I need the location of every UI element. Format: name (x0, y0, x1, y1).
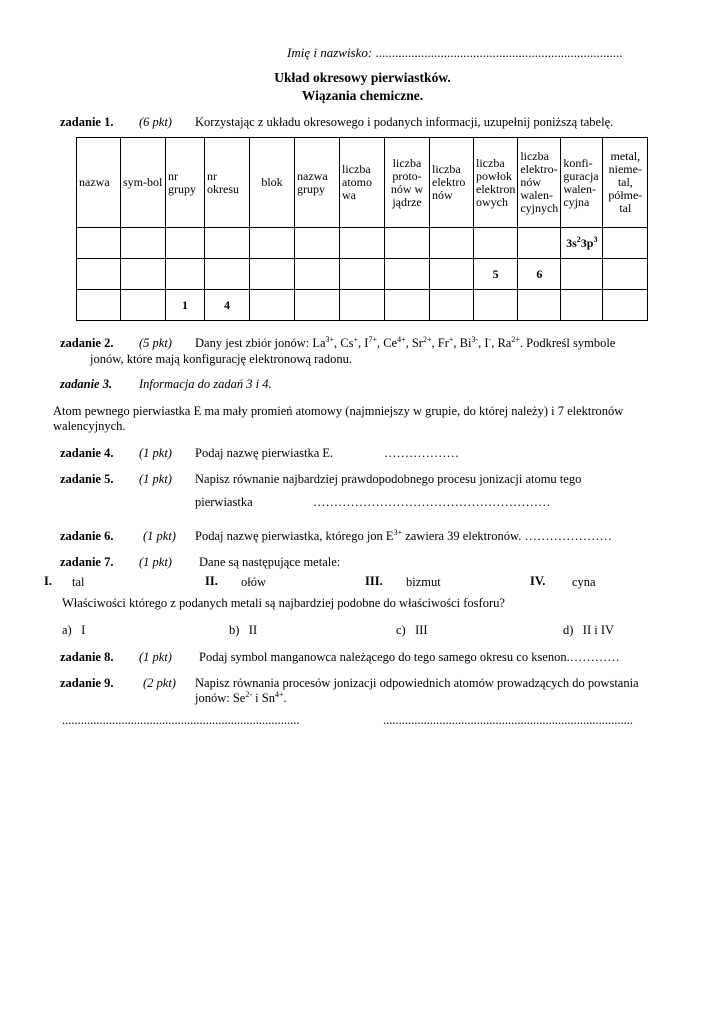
shells-cell: 5 (474, 259, 518, 290)
answer-cell[interactable] (250, 290, 295, 321)
ion[interactable]: Fr+ (437, 334, 454, 350)
table-row (77, 259, 648, 290)
answer-cell[interactable] (250, 259, 295, 290)
answer-cell[interactable] (385, 259, 430, 290)
task6-label: zadanie 6. (60, 529, 114, 543)
answer-cell[interactable] (561, 259, 603, 290)
task5-text: Napisz równanie najbardziej prawdopodobnego procesu jonizacji atomu tego (195, 472, 582, 486)
task4-label: zadanie 4. (60, 446, 114, 460)
answer-option-b[interactable]: b) II (229, 623, 258, 637)
ion[interactable]: $I^{7+}$ (364, 334, 377, 350)
ion[interactable]: Cs+ (340, 334, 359, 350)
answer-cell[interactable] (121, 228, 166, 259)
task5-points: (1 pkt) (139, 472, 172, 486)
header-cell: konfi-guracja walen-cyjna (561, 138, 603, 228)
ion[interactable]: $Ce^{4+}$ (383, 334, 406, 350)
ion[interactable]: $Sr^{2+}$ (411, 334, 432, 350)
task4-text: Podaj nazwę pierwiastka E. (195, 446, 334, 460)
answer-cell[interactable] (121, 259, 166, 290)
header-cell: sym-bol (121, 138, 166, 228)
task8-points: (1 pkt) (139, 650, 172, 664)
task9-points: (2 pkt) (143, 676, 176, 690)
task2-text: Dany jest zbiór jonów: $La^{3+}$, Cs+, $I^{7+}$, $Ce^{4+}$, $Sr^{2+}$, Fr+, $Bi^{3-}$, I-, $Ra^{2+}$. Podkreśl symbole (195, 334, 616, 350)
valence-cell: 6 (518, 259, 561, 290)
task3-label: zadanie 3. (60, 377, 113, 391)
header-cell: liczba powłok elektron owych (474, 138, 518, 228)
header-cell: liczba elektro nów (430, 138, 474, 228)
answer-cell[interactable] (295, 290, 340, 321)
task7-text: Dane są następujące metale: (199, 555, 341, 569)
header-cell: nazwa grupy (295, 138, 340, 228)
task8-label: zadanie 8. (60, 650, 114, 664)
ion[interactable]: $La^{3+}$ (312, 334, 335, 350)
answer-cell[interactable] (603, 259, 648, 290)
answer-cell[interactable] (430, 290, 474, 321)
metal-num: I. (44, 574, 52, 588)
answer-cell[interactable] (603, 228, 648, 259)
task4-points: (1 pkt) (139, 446, 172, 460)
task6-answer-line[interactable]: ………………… (521, 529, 612, 543)
answer-cell[interactable] (121, 290, 166, 321)
header-cell: liczba proto-nów w jądrze (385, 138, 430, 228)
answer-option-a[interactable]: a) I (62, 623, 86, 637)
answer-cell[interactable] (340, 259, 385, 290)
answer-cell[interactable] (474, 228, 518, 259)
task4-answer-line[interactable]: ……………… (384, 446, 459, 460)
answer-cell[interactable] (250, 228, 295, 259)
answer-cell[interactable] (166, 259, 205, 290)
header-cell: liczba elektro-nów walen-cyjnych (518, 138, 561, 228)
page-title: Układ okresowy pierwiastków. (274, 70, 451, 85)
task5-label: zadanie 5. (60, 472, 114, 486)
task9-text: Napisz równania procesów jonizacji odpowiednich atomów prowadzących do powstania (195, 676, 639, 690)
answer-cell[interactable] (77, 228, 121, 259)
task9-answer-line-left[interactable]: ............................................................................ (62, 713, 300, 727)
answer-cell[interactable] (430, 228, 474, 259)
config-cell: $3s^23p^3$ (561, 228, 603, 259)
answer-cell[interactable] (77, 259, 121, 290)
answer-cell[interactable] (603, 290, 648, 321)
task8-answer-line[interactable]: ………… (569, 650, 620, 664)
task7-points: (1 pkt) (139, 555, 172, 569)
header-cell: blok (250, 138, 295, 228)
task9-answer-line-right[interactable]: ................................................................................ (383, 713, 633, 727)
task7-question: Właściwości którego z podanych metali są najbardziej podobne do właściwości fosforu? (62, 596, 505, 610)
task5-answer-line[interactable]: ………………………………………………… (313, 495, 551, 509)
task6-text: Podaj nazwę pierwiastka, którego jon $E^{3+}$ zawiera 39 elektronów. ………………… (195, 527, 612, 543)
group-cell: 1 (166, 290, 205, 321)
task1-text: Korzystając z układu okresowego i podanych informacji, uzupełnij poniższą tabelę. (195, 115, 614, 129)
task8-text: Podaj symbol manganowca należącego do tego samego okresu co ksenon.………… (199, 650, 620, 664)
ion[interactable]: $Ra^{2+}$ (497, 334, 520, 350)
header-cell: metal, nieme-tal, półme-tal (603, 138, 648, 228)
answer-cell[interactable] (518, 228, 561, 259)
period-cell: 4 (205, 290, 250, 321)
answer-cell[interactable] (205, 259, 250, 290)
answer-option-c[interactable]: c) III (396, 623, 428, 637)
answer-cell[interactable] (166, 228, 205, 259)
task9-line2: jonów: $Se^{2-}$ i $Sn^{4+}$. (195, 689, 287, 705)
task9-label: zadanie 9. (60, 676, 114, 690)
header-cell: nazwa (77, 138, 121, 228)
metal-name: ołów (241, 575, 266, 589)
metal-name: cyna (572, 575, 596, 589)
header-cell: liczba atomo wa (340, 138, 385, 228)
task7-label: zadanie 7. (60, 555, 114, 569)
name-label: Imię i nazwisko: (287, 45, 376, 60)
answer-option-d[interactable]: d) II i IV (563, 623, 615, 637)
table-row (77, 290, 648, 321)
metal-num: IV. (530, 574, 546, 588)
answer-cell[interactable] (340, 228, 385, 259)
metal-name: tal (72, 575, 85, 589)
task6-points: (1 pkt) (143, 529, 176, 543)
task3-info2: walencyjnych. (53, 419, 126, 433)
task2-line2: jonów, które mają konfigurację elektronową radonu. (90, 352, 352, 366)
metal-name: bizmut (406, 575, 441, 589)
task1-label: zadanie 1. (60, 115, 114, 129)
ion[interactable]: $Bi^{3-}$ (459, 334, 479, 350)
task3-info1: Atom pewnego pierwiastka E ma mały promień atomowy (najmniejszy w grupie, do której należy) i 7 elektronów (53, 404, 624, 418)
table-row (77, 228, 648, 259)
answer-cell[interactable] (340, 290, 385, 321)
task2-label: zadanie 2. (60, 336, 114, 350)
task1-points: (6 pkt) (139, 115, 172, 129)
answer-cell[interactable] (385, 228, 430, 259)
metal-num: III. (365, 574, 383, 588)
metal-num: II. (205, 574, 218, 588)
answer-cell[interactable] (474, 290, 518, 321)
task5-line2: pierwiastka (195, 495, 253, 509)
task3-text: Informacja do zadań 3 i 4. (139, 377, 272, 391)
answer-cell[interactable] (385, 290, 430, 321)
answer-cell[interactable] (561, 290, 603, 321)
task2-points: (5 pkt) (139, 336, 172, 350)
element-table (76, 137, 648, 321)
ion[interactable]: I- (484, 334, 492, 350)
name-dots: ............................................................................ (375, 45, 623, 60)
answer-cell[interactable] (77, 290, 121, 321)
answer-cell[interactable] (518, 290, 561, 321)
page-subtitle: Wiązania chemiczne. (301, 88, 424, 103)
table-header-row (77, 138, 648, 228)
name-line (287, 45, 622, 61)
header-cell: nr grupy (166, 138, 205, 228)
answer-cell[interactable] (205, 228, 250, 259)
answer-cell[interactable] (295, 259, 340, 290)
header-cell: nr okresu (205, 138, 250, 228)
answer-cell[interactable] (295, 228, 340, 259)
answer-cell[interactable] (430, 259, 474, 290)
